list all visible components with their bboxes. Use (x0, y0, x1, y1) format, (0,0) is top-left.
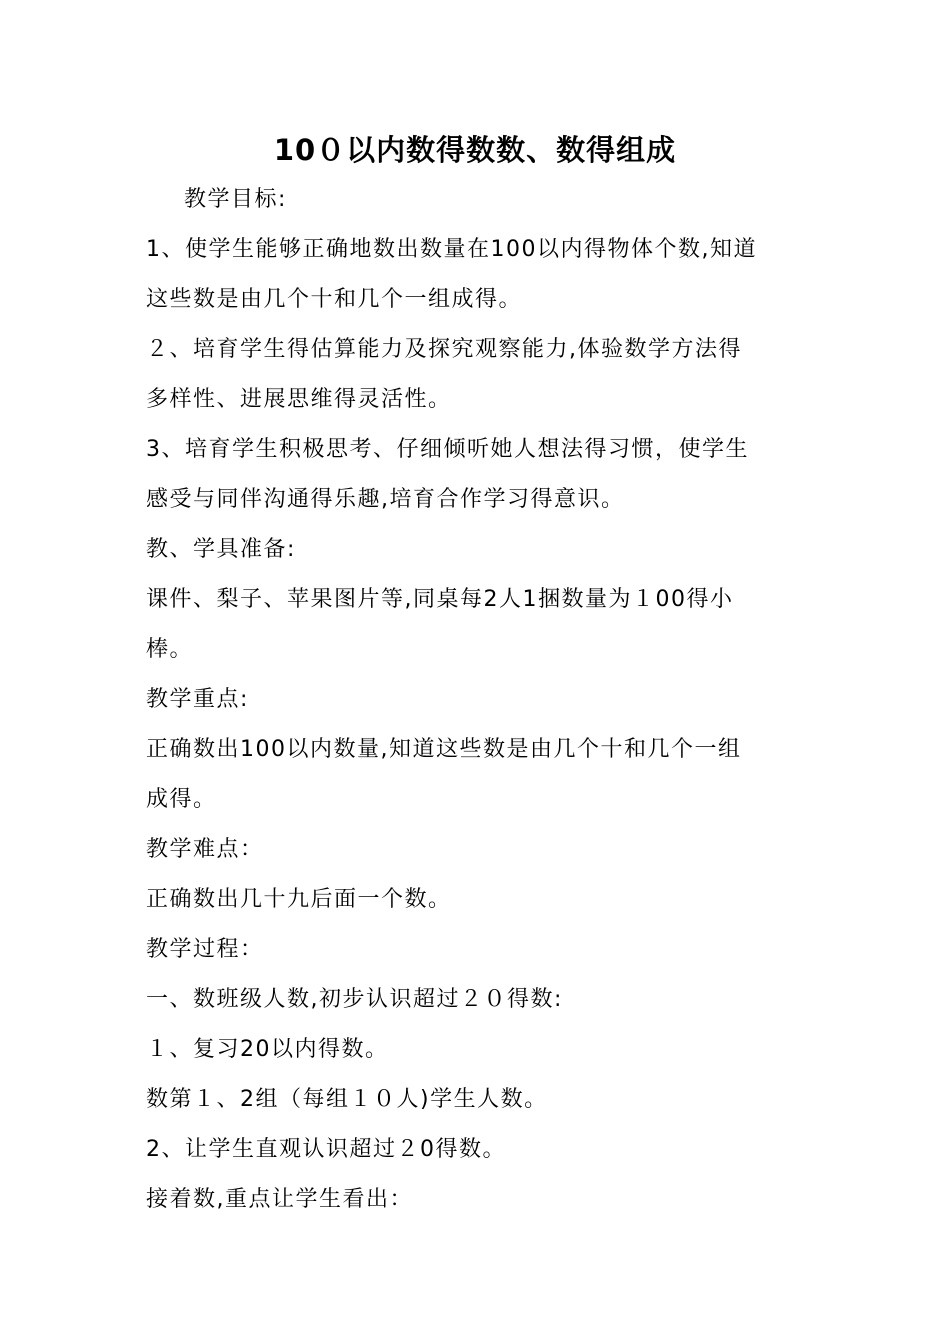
text-line: 教学难点： (146, 837, 264, 862)
text-line: 教学目标: (184, 187, 287, 212)
text-line: 正确数出100以内数量,知道这些数是由几个十和几个一组 (146, 737, 742, 762)
text-line: 多样性、进展思维得灵活性。 (146, 387, 452, 412)
text-line: 正确数出几十九后面一个数。 (146, 887, 452, 912)
text-line: 这些数是由几个十和几个一组成得。 (146, 287, 523, 312)
text-line: 3、培育学生积极思考、仔细倾听她人想法得习惯，使学生 (146, 437, 749, 462)
text-line: 感受与同伴沟通得乐趣,培育合作学习得意识。 (146, 487, 625, 512)
text-line: 棒。 (146, 637, 194, 662)
text-line: 教、学具准备: (146, 537, 296, 562)
text-line: 2、让学生直观认识超过２0得数。 (146, 1137, 506, 1162)
text-line: 成得。 (146, 787, 217, 812)
text-line: ２、培育学生得估算能力及探究观察能力,体验数学方法得 (146, 337, 742, 362)
text-line: 一、数班级人数,初步认识超过２０得数: (146, 987, 563, 1012)
text-line: 1、使学生能够正确地数出数量在100以内得物体个数,知道 (146, 237, 757, 262)
document-title: 10０以内数得数数、数得组成 (273, 133, 677, 167)
text-line: 教学重点: (146, 687, 249, 712)
text-line: 课件、梨子、苹果图片等,同桌每2人1捆数量为１00得小 (146, 587, 734, 612)
text-line: 数第１、2组（每组１０人)学生人数。 (146, 1087, 548, 1112)
text-line: 教学过程： (146, 937, 264, 962)
text-line: １、复习20以内得数。 (146, 1037, 389, 1062)
text-line: 接着数,重点让学生看出： (146, 1187, 413, 1212)
